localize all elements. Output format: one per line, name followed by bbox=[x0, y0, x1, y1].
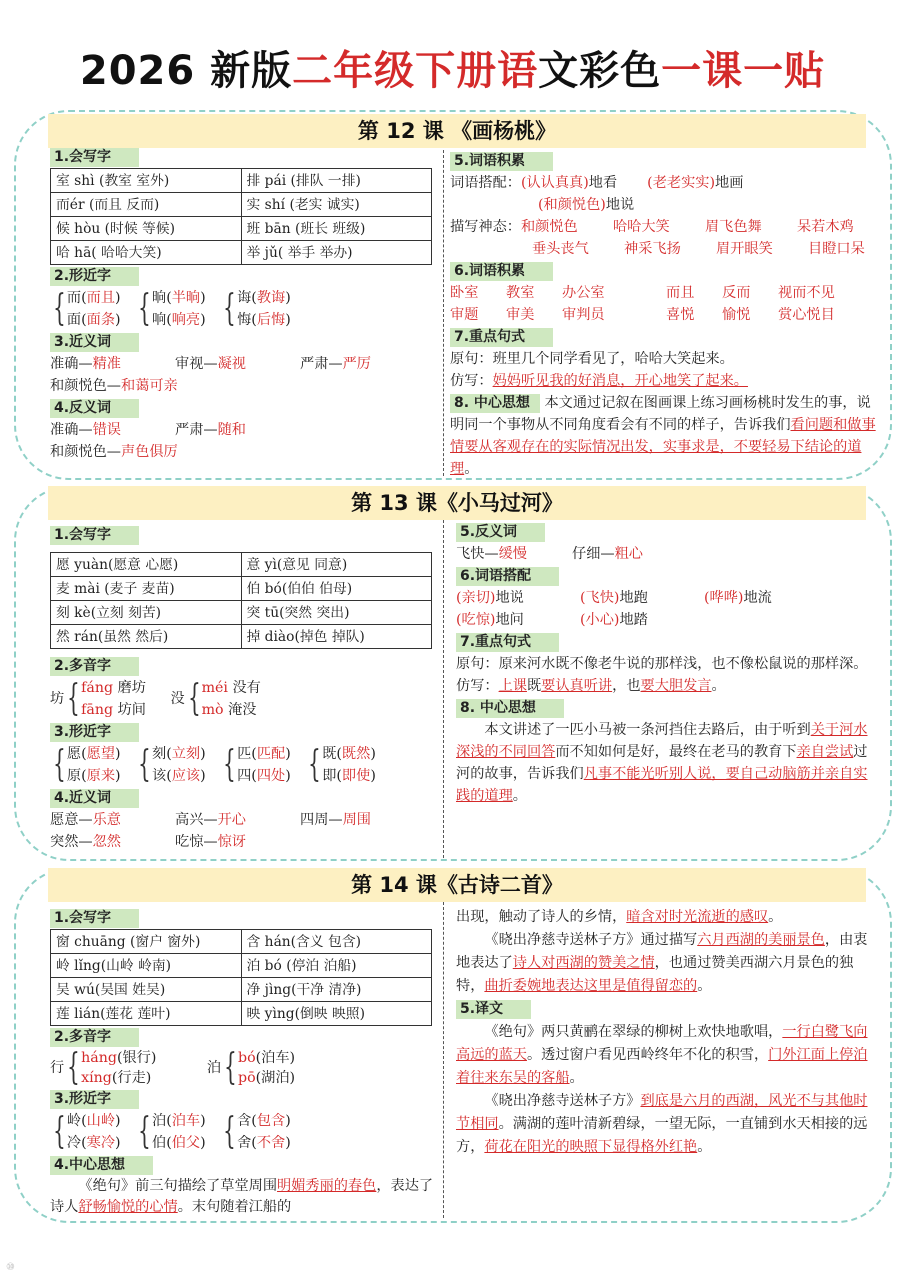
imitation-sentence: 仿写：妈妈听见我的好消息，开心地笑了起来。 bbox=[450, 373, 748, 389]
antonyms: 和颜悦色—声色俱厉 bbox=[50, 444, 178, 460]
section-heading: 1.会写字 bbox=[50, 148, 139, 167]
polyphonic-chars: 坊{fáng 磨坊 fāng 坊间 没{méi 没有 mò 淹没 bbox=[50, 678, 261, 719]
lesson-14-title: 第 14 课《古诗二首》 bbox=[48, 868, 866, 902]
synonyms: 和颜悦色—和蔼可亲 bbox=[50, 378, 178, 394]
collocation-row: (和颜悦色)地说 bbox=[538, 197, 635, 213]
lesson-13-right bbox=[456, 521, 878, 807]
main-idea-poem2: 《晓出净慈寺送林子方》通过描写六月西湖的美丽景色，由衷地表达了诗人对西湖的赞美之情，也通过赞美西湖六月景色的独特，曲折委婉地表达这里是值得留恋的。 bbox=[456, 932, 868, 994]
divider bbox=[443, 902, 444, 1218]
page-title: 2026 新版二年级下册语文彩色一课一贴 bbox=[79, 48, 826, 94]
expression-row: 垂头丧气 神采飞扬 眉开眼笑 目瞪口呆 bbox=[532, 241, 865, 257]
antonyms: 准确—错误 严肃—随和 bbox=[50, 422, 246, 438]
section-heading: 4.近义词 bbox=[50, 789, 139, 808]
section-heading: 6.词语搭配 bbox=[456, 567, 559, 586]
similar-chars: {岭(山岭) 冷(寒冷) {泊(泊车) 伯(伯父) {含(包含) 舍(不舍) bbox=[53, 1111, 291, 1152]
section-heading: 4.中心思想 bbox=[50, 1156, 153, 1175]
page-mark: ⑩ bbox=[6, 1262, 15, 1273]
polyphonic-chars: 行{háng(银行) xíng(行走) 泊{bó(泊车) pō(湖泊) bbox=[50, 1047, 296, 1088]
translation-2: 《晓出净慈寺送林子方》到底是六月的西湖，风光不与其他时节相同。满湖的莲叶清新碧绿，一望无际，一直铺到水天相接的远方，荷花在阳光的映照下显得格外红艳。 bbox=[456, 1093, 868, 1155]
collocation-row: (亲切)地说 (飞快)地跑 (哗哗)地流 bbox=[456, 590, 772, 606]
imitation-sentence: 仿写：上课既要认真听讲，也要大胆发言。 bbox=[456, 678, 726, 694]
similar-chars: {愿(愿望) 原(原来) {刻(立刻) 该(应该) {匹(匹配) 四(四处) {既(既然) 即(即使) bbox=[53, 744, 376, 785]
lesson-13-left bbox=[50, 524, 435, 853]
lesson-14-right bbox=[456, 906, 878, 1159]
lesson-14-left bbox=[50, 907, 435, 1218]
write-table: 室 shì (教室 室外) 排 pái (排队 一排) 而ér (而且 反而) 实 shí (老实 诚实) 候 hòu (时候 等候) 班 bān (班长 班级) 哈 hā( 哈哈大笑) 举 jǔ( 举手 举办) bbox=[50, 168, 432, 265]
lesson-13-title: 第 13 课《小马过河》 bbox=[48, 486, 866, 520]
word-row: 审题 审美 审判员 喜悦 愉悦 赏心悦目 bbox=[450, 307, 835, 323]
section-heading: 1.会写字 bbox=[50, 909, 139, 928]
section-heading: 3.形近字 bbox=[50, 723, 139, 742]
lesson-12-right bbox=[450, 150, 878, 480]
section-heading: 1.会写字 bbox=[50, 526, 139, 545]
synonyms: 突然—忽然 吃惊—惊讶 bbox=[50, 834, 246, 850]
section-heading: 2.多音字 bbox=[50, 1028, 139, 1047]
section-heading: 3.形近字 bbox=[50, 1090, 139, 1109]
section-heading: 6.词语积累 bbox=[450, 262, 553, 281]
original-sentence: 原句：班里几个同学看见了，哈哈大笑起来。 bbox=[450, 351, 734, 367]
section-heading: 5.反义词 bbox=[456, 523, 545, 542]
synonyms: 准确—精准 审视—凝视 严肃—严厉 bbox=[50, 356, 371, 372]
section-heading: 7.重点句式 bbox=[456, 633, 559, 652]
synonyms: 愿意—乐意 高兴—开心 四周—周围 bbox=[50, 812, 371, 828]
antonyms: 飞快—缓慢 仔细—粗心 bbox=[456, 546, 643, 562]
lesson-12-title: 第 12 课 《画杨桃》 bbox=[48, 114, 866, 148]
divider bbox=[443, 520, 444, 858]
main-idea: 本文讲述了一匹小马被一条河挡住去路后，由于听到关于河水深浅的不同回答而不知如何是好，最终在老马的教育下亲自尝试过河的故事，告诉我们凡事不能光听别人说，要自己动脑筋并亲自实践的道理。 bbox=[456, 722, 868, 804]
lesson-12-left bbox=[50, 146, 435, 463]
section-heading: 7.重点句式 bbox=[450, 328, 553, 347]
similar-chars: {而(而且) 面(面条) {晌(半晌) 响(响亮) {诲(教诲) 悔(后悔) bbox=[53, 288, 291, 329]
original-sentence: 原句：原来河水既不像老牛说的那样浅，也不像松鼠说的那样深。 bbox=[456, 656, 868, 672]
section-heading: 5.词语积累 bbox=[450, 152, 553, 171]
main-idea: 8. 中心思想 本文通过记叙在图画课上练习画杨桃时发生的事，说明同一个事物从不同角度看会有不同的样子，告诉我们看问题和做事情要从客观存在的实际情况出发，实事求是，不要轻易下结论的道理。 bbox=[450, 395, 876, 477]
word-row: 卧室 教室 办公室 而且 反而 视而不见 bbox=[450, 285, 835, 301]
write-table: 愿 yuàn(愿意 心愿) 意 yì(意见 同意) 麦 mài (麦子 麦苗) 伯 bó(伯伯 伯母) 刻 kè(立刻 刻苦) 突 tū(突然 突出) 然 rán(虽然 然后) 掉 diào(掉色 掉队) bbox=[50, 552, 432, 649]
expression-row: 描写神态：和颜悦色 哈哈大笑 眉飞色舞 呆若木鸡 bbox=[450, 219, 854, 235]
section-heading: 5.译文 bbox=[456, 1000, 531, 1019]
collocation-row: (吃惊)地问 (小心)地踏 bbox=[456, 612, 648, 628]
section-heading: 2.多音字 bbox=[50, 657, 139, 676]
section-heading: 8. 中心思想 bbox=[456, 699, 564, 718]
section-heading: 3.近义词 bbox=[50, 333, 139, 352]
section-heading: 2.形近字 bbox=[50, 267, 139, 286]
main-idea: 《绝句》前三句描绘了草堂周围明媚秀丽的春色，表达了诗人舒畅愉悦的心情。末句随着江船的 bbox=[50, 1178, 434, 1215]
divider bbox=[443, 150, 444, 476]
main-idea-cont: 出现，触动了诗人的乡情，暗含对时光流逝的感叹。 bbox=[456, 909, 783, 925]
section-heading: 4.反义词 bbox=[50, 399, 139, 418]
collocation-row: 词语搭配：(认认真真)地看 (老老实实)地画 bbox=[450, 175, 744, 191]
translation-1: 《绝句》两只黄鹂在翠绿的柳树上欢快地歌唱，一行白鹭飞向高远的蓝天。透过窗户看见西岭终年不化的积雪，门外江面上停泊着往来东吴的客船。 bbox=[456, 1024, 868, 1086]
write-table: 窗 chuāng (窗户 窗外) 含 hán(含义 包含) 岭 lǐng(山岭 岭南) 泊 bó (停泊 泊船) 吴 wú(吴国 姓吴) 净 jìng(干净 清净) 莲 lián(莲花 莲叶) 映 yìng(倒映 映照) bbox=[50, 929, 432, 1026]
